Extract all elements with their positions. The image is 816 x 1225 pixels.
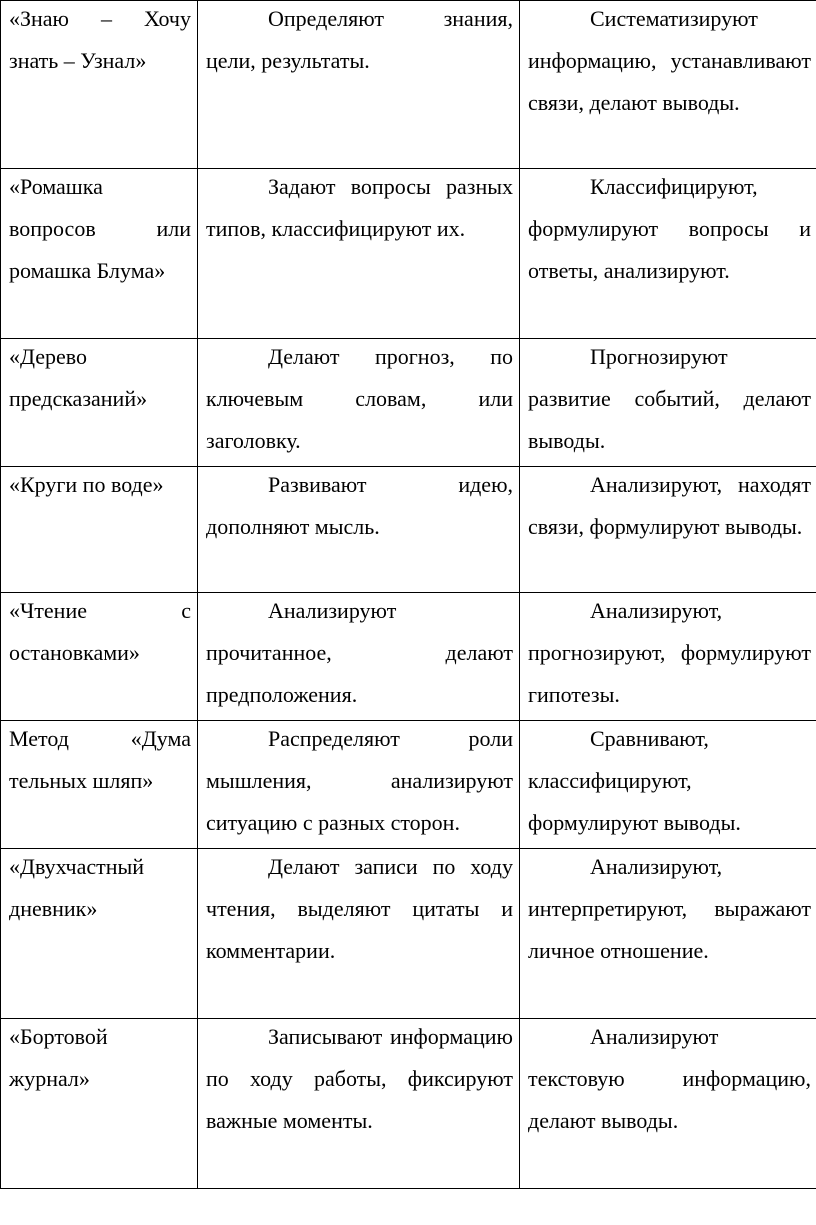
activity-cell: [198, 721, 520, 849]
activity-cell: [198, 593, 520, 721]
table-row: [1, 339, 816, 467]
method-cell: [1, 1019, 198, 1189]
activity-cell: [198, 1019, 520, 1189]
skills-cell: [520, 169, 816, 339]
skills-cell: [520, 467, 816, 593]
skills-cell: [520, 593, 816, 721]
table-row: [1, 1019, 816, 1189]
skills-text: Анализируют, интерпретируют, выражают личное отношение.: [528, 854, 811, 963]
table-row: [1, 593, 816, 721]
skills-text: Классифицируют, формулируют вопросы и ответы, анализируют.: [528, 174, 811, 283]
activity-text: Делают прогноз, по ключевым словам, или заголовку.: [206, 344, 513, 453]
activity-cell: [198, 467, 520, 593]
skills-cell: [520, 1, 816, 169]
method-cell: [1, 721, 198, 849]
method-cell: [1, 339, 198, 467]
method-cell: [1, 1, 198, 169]
method-name: «Знаю – Хочу знать – Узнал»: [9, 6, 191, 73]
method-name: «Бортовой журнал»: [9, 1024, 108, 1091]
skills-text: Прогнозируют развитие событий, делают выводы.: [528, 344, 811, 453]
skills-cell: [520, 849, 816, 1019]
activity-cell: [198, 1, 520, 169]
activity-text: Задают вопросы разных типов, классифицируют их.: [206, 174, 513, 241]
method-name: Метод «Дума тельных шляп»: [9, 726, 191, 793]
activity-cell: [198, 169, 520, 339]
activity-text: Распределяют роли мышления, анализируют ситуацию с разных сторон.: [206, 726, 513, 835]
table-row: [1, 721, 816, 849]
method-cell: [1, 467, 198, 593]
method-cell: [1, 593, 198, 721]
activity-text: Развивают идею, дополняют мысль.: [206, 472, 513, 539]
skills-text: Анализируют текстовую информацию, делают выводы.: [528, 1024, 811, 1133]
activity-text: Делают записи по ходу чтения, выделяют цитаты и комментарии.: [206, 854, 513, 963]
skills-cell: [520, 1019, 816, 1189]
skills-cell: [520, 721, 816, 849]
method-name: «Ромашка вопросов или ромашка Блума»: [9, 174, 191, 283]
activity-text: Анализируют прочитанное, делают предположения.: [206, 598, 513, 707]
table-row: [1, 849, 816, 1019]
method-cell: [1, 169, 198, 339]
skills-text: Анализируют, прогнозируют, формулируют гипотезы.: [528, 598, 811, 707]
activity-text: Определяют знания, цели, результаты.: [206, 6, 513, 73]
method-name: «Чтение с остановками»: [9, 598, 191, 665]
method-name: «Двухчастный дневник»: [9, 854, 145, 921]
skills-text: Сравнивают, классифицируют, формулируют выводы.: [528, 726, 741, 835]
method-name: «Круги по воде»: [9, 472, 164, 497]
activity-cell: [198, 339, 520, 467]
skills-text: Систематизируют информацию, устанавливают связи, делают выводы.: [528, 6, 811, 115]
table-row: [1, 467, 816, 593]
table-row: [1, 1, 816, 169]
skills-text: Анализируют, находят связи, формулируют выводы.: [528, 472, 811, 539]
method-cell: [1, 849, 198, 1019]
table-row: [1, 169, 816, 339]
activity-cell: [198, 849, 520, 1019]
activity-text: Записывают информацию по ходу работы, фиксируют важные моменты.: [206, 1024, 513, 1133]
method-name: «Дерево предсказаний»: [9, 344, 148, 411]
skills-cell: [520, 339, 816, 467]
